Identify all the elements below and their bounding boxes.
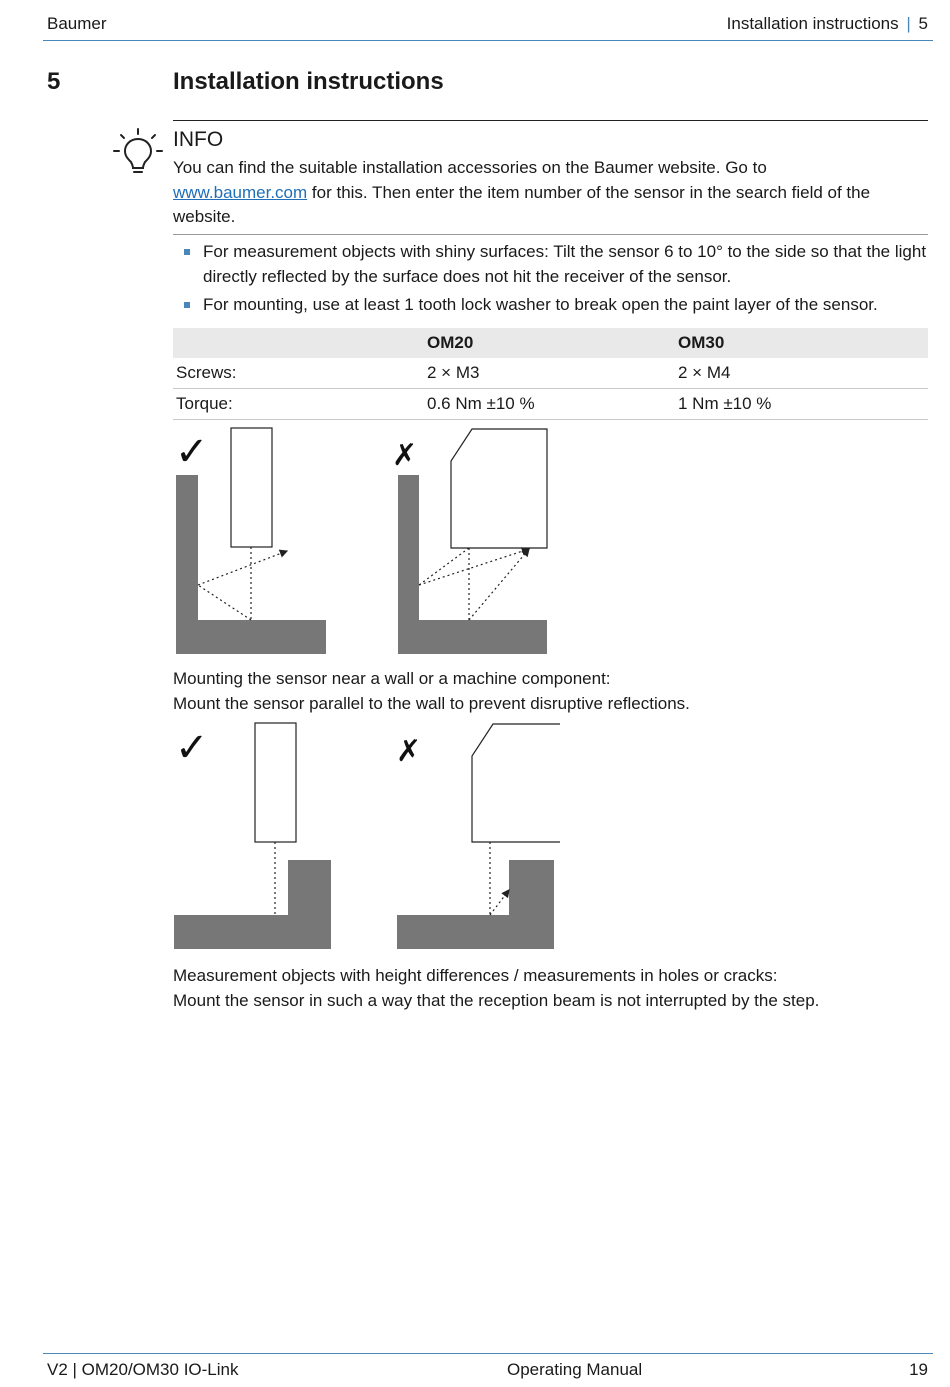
table-header-cell xyxy=(173,328,424,358)
table-header-cell: OM20 xyxy=(424,328,675,358)
step-mounting-diagram xyxy=(170,718,560,954)
footer-document-type: Operating Manual xyxy=(507,1360,643,1379)
table-header-row xyxy=(173,328,928,358)
step-shape xyxy=(174,860,331,949)
incorrect-cross-icon: ✗ xyxy=(392,438,418,473)
list-item-text: For mounting, use at least 1 tooth lock washer to break open the paint layer of the sensor. xyxy=(203,295,878,314)
figure1-caption-line: Mounting the sensor near a wall or a machine component: xyxy=(173,669,611,688)
section-title: Installation instructions xyxy=(173,68,444,95)
table-cell: Screws: xyxy=(173,358,424,389)
table-cell: 0.6 Nm ±10 % xyxy=(424,389,675,420)
instruction-list xyxy=(173,240,928,322)
list-item-text: For measurement objects with shiny surfaces: Tilt the sensor 6 to 10° to the side so that the light directly reflected by the surface does not hit the receiver of the sensor. xyxy=(203,242,927,286)
list-item xyxy=(173,240,928,289)
info-text-before-link: You can find the suitable installation accessories on the Baumer website. Go to xyxy=(173,158,767,177)
bullet-square-icon xyxy=(184,249,190,255)
section-number: 5 xyxy=(47,68,61,95)
bullet-square-icon xyxy=(184,302,190,308)
correct-check-icon: ✓ xyxy=(175,429,209,475)
step-shape xyxy=(397,860,554,949)
info-title: INFO xyxy=(173,128,224,151)
info-text xyxy=(173,156,928,230)
mounting-spec-table xyxy=(173,328,928,420)
sensor-shape xyxy=(472,724,560,842)
header-rule xyxy=(43,40,933,41)
footer-page-number: 19 xyxy=(909,1360,928,1379)
list-item xyxy=(173,293,928,318)
header-section-title: Installation instructions xyxy=(726,14,899,33)
header-separator: | xyxy=(906,14,911,33)
header-brand: Baumer xyxy=(47,14,107,33)
sensor-shape xyxy=(451,429,547,548)
figure1-caption xyxy=(173,667,928,716)
figure2-caption-line: Mount the sensor in such a way that the reception beam is not interrupted by the step. xyxy=(173,990,820,1010)
info-bottom-rule xyxy=(173,234,928,235)
info-top-rule xyxy=(173,120,928,121)
footer-rule xyxy=(43,1353,933,1354)
lightbulb-icon xyxy=(112,127,164,179)
wall-mounting-diagram xyxy=(170,422,560,658)
correct-check-icon: ✓ xyxy=(175,725,209,771)
table-header-cell: OM30 xyxy=(675,328,928,358)
table-cell: 1 Nm ±10 % xyxy=(675,389,928,420)
table-cell: Torque: xyxy=(173,389,424,420)
table-row xyxy=(173,389,928,420)
info-text-after-link: for this. Then enter the item number of the sensor in the search field of the website. xyxy=(173,182,871,226)
table-row xyxy=(173,358,928,389)
header-section-number: 5 xyxy=(918,14,928,33)
figure2-caption xyxy=(173,964,928,1013)
footer-document-id: V2 | OM20/OM30 IO-Link xyxy=(47,1360,239,1379)
incorrect-cross-icon: ✗ xyxy=(396,734,422,769)
sensor-shape xyxy=(231,428,272,547)
table-cell: 2 × M3 xyxy=(424,358,675,389)
figure2-caption-line: Measurement objects with height differences / measurements in holes or cracks: xyxy=(173,966,778,985)
figure1-caption-line: Mount the sensor parallel to the wall to prevent disruptive reflections. xyxy=(173,693,690,713)
sensor-shape xyxy=(255,723,296,842)
baumer-website-link[interactable]: www.baumer.com xyxy=(173,182,308,202)
header-right xyxy=(727,14,928,34)
table-cell: 2 × M4 xyxy=(675,358,928,389)
